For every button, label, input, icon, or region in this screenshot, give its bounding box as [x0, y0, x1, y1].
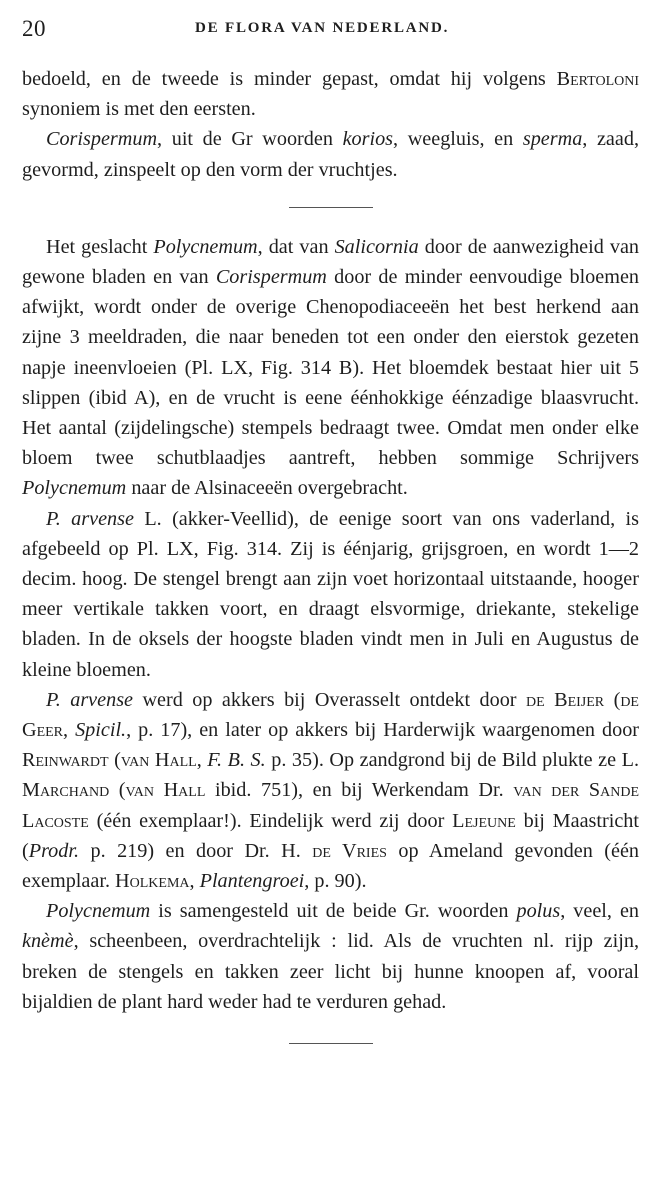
running-head: [22, 0, 639, 58]
paragraph-genus-description: Het geslacht Polycnemum, dat van Salicornia door de aanwezigheid van gewone bladen en van Corispermum door de minder eenvoudige bloemen afwijkt, wordt onder de overige Chenopodiaceeën het best herkend aan zijne 3 meeldraden, die naar beneden tot een onder den eierstok gezeten napje ineenvloeien (Pl. LX, Fig. 314 B). Het bloemdek bestaat hier uit 5 slippen (ibid A), en de vrucht is eene éénhokkige éénzadige blaasvrucht. Het aantal (zijdelingsche) stempels bedraagt twee. Omdat men onder elke bloem twee schutblaadjes aantreft, hebben sommige Schrijvers Polycnemum naar de Alsinaceeën overgebracht.: [22, 235, 639, 500]
text-block-corispermum: [22, 64, 639, 185]
page-number: 20: [22, 16, 46, 41]
text-block-polycnemum: [22, 232, 639, 1017]
paragraph-polycnemum-etymology: Polycnemum is samengesteld uit de beide Gr. woorden polus, veel, en knèmè, scheenbeen, overdrachtelijk : lid. Als de vruchten nl. rijp zijn, breken de stengels en takken zeer licht bij hunne knoopen af, vooral bijaldien de plant hard weder had te verduren gehad.: [22, 900, 639, 1013]
paragraph-bertoloni: bedoeld, en de tweede is minder gepast, omdat hij volgens Bertoloni synoniem is met den eersten.: [22, 68, 639, 121]
running-title: DE FLORA VAN NEDERLAND.: [195, 20, 450, 36]
section-divider: [289, 207, 373, 208]
paragraph-localities: P. arvense werd op akkers bij Overasselt ontdekt door de Beijer (de Geer, Spicil., p. 17), en later op akkers bij Harderwijk waargenomen door Reinwardt (van Hall, F. B. S. p. 35). Op zandgrond bij de Bild plukte ze L. Marchand (van Hall ibid. 751), en bij Werkendam Dr. van der Sande Lacoste (één exemplaar!). Eindelijk werd zij door Lejeune bij Maastricht (Prodr. p. 219) en door Dr. H. de Vries op Ameland gevonden (één exemplaar. Holkema, Plantengroei, p. 90).: [22, 688, 640, 893]
paragraph-species-description: P. arvense L. (akker-Veellid), de eenige soort van ons vaderland, is afgebeeld op Pl. LX, Fig. 314. Zij is éénjarig, grijsgroen, en wordt 1—2 decim. hoog. De stengel brengt aan zijn voet horizontaal uitstaande, hooger meer vertikale takken voort, en draagt elsvormige, driekante, stekelige bladen. In de oksels der hoogste bladen vindt men in Juli en Augustus de kleine bloemen.: [22, 507, 639, 681]
section-divider-bottom: [289, 1043, 373, 1044]
author-name: Bertoloni: [556, 68, 639, 90]
paragraph-corispermum-etymology: Corispermum, uit de Gr woorden korios, weegluis, en sperma, zaad, gevormd, zinspeelt op den vorm der vruchtjes.: [22, 128, 639, 181]
